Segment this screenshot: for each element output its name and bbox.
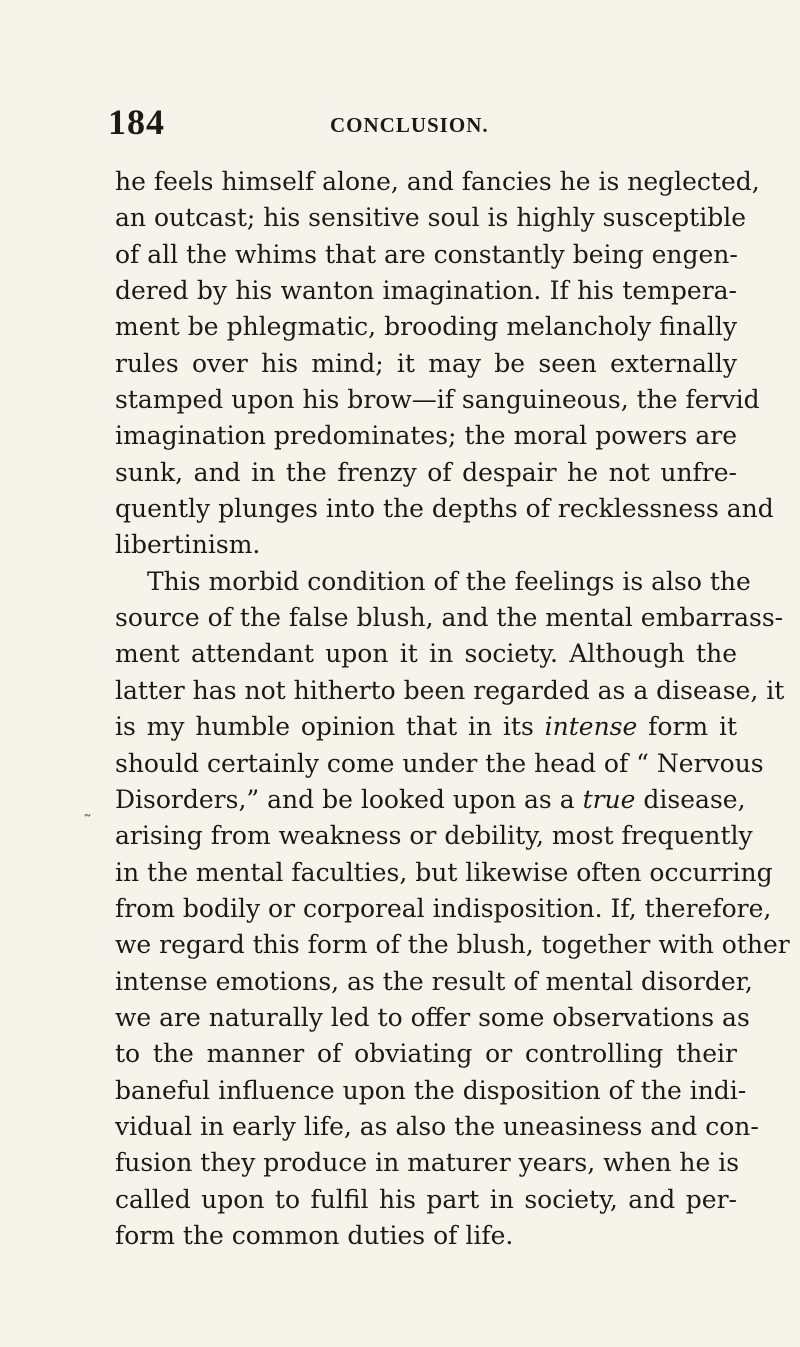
- text-line: latter has not hitherto been regarded as a disease, it: [115, 675, 785, 705]
- text-line: from bodily or corporeal indisposition. If, therefore,: [115, 893, 772, 923]
- text-line: imagination predominates; the moral powers are: [115, 421, 737, 451]
- text-line: intense emotions, as the result of mental disorder,: [115, 966, 753, 996]
- text-line: ment attendant upon it in society. Although the: [115, 639, 737, 669]
- text-line: an outcast; his sensitive soul is highly susceptible: [115, 203, 746, 233]
- text-line: stamped upon his brow—if sanguineous, the fervid: [115, 385, 760, 415]
- text-line: baneful influence upon the disposition of the indi-: [115, 1075, 747, 1105]
- text-line: quently plunges into the depths of recklessness and: [115, 494, 774, 524]
- text-line: sunk, and in the frenzy of despair he not unfre-: [115, 457, 737, 487]
- running-title: CONCLUSION.: [330, 113, 489, 137]
- text-line: rules over his mind; it may be seen externally: [115, 348, 737, 378]
- text-line: to the manner of obviating or controlling their: [115, 1039, 737, 1069]
- text-line: fusion they produce in maturer years, when he is: [115, 1148, 740, 1178]
- text-line: dered by his wanton imagination. If his tempera-: [115, 276, 737, 306]
- text-line: we regard this form of the blush, together with other: [115, 930, 790, 960]
- text-line: we are naturally led to offer some observations as: [115, 1002, 750, 1032]
- body-text: [115, 164, 790, 1254]
- text-line: he feels himself alone, and fancies he is neglected,: [115, 167, 760, 196]
- text-line: form the common duties of life.: [115, 1220, 514, 1250]
- text-line: This morbid condition of the feelings is also the: [147, 566, 751, 596]
- text-line: source of the false blush, and the mental embarrass-: [115, 603, 784, 633]
- page-number: 184: [108, 102, 165, 142]
- text-line: arising from weakness or debility, most frequently: [115, 821, 753, 851]
- text-line: called upon to fulfil his part in society, and per-: [115, 1184, 737, 1214]
- italic-word: true: [582, 784, 636, 814]
- text-line: should certainly come under the head of “ Nervous: [115, 748, 764, 778]
- italic-word: intense: [544, 712, 638, 742]
- text-line: libertinism.: [115, 530, 261, 560]
- text-line: ment be phlegmatic, brooding melancholy finally: [115, 312, 737, 342]
- text-line: vidual in early life, as also the uneasiness and con-: [115, 1111, 759, 1141]
- margin-mark: ˜: [83, 812, 92, 833]
- running-head: [108, 102, 748, 142]
- text-line: is my humble opinion that in its intense form it: [115, 712, 737, 742]
- text-line: of all the whims that are constantly being engen-: [115, 239, 738, 269]
- text-line: in the mental faculties, but likewise often occurring: [115, 857, 773, 887]
- text-line: Disorders,” and be looked upon as a true disease,: [115, 784, 746, 814]
